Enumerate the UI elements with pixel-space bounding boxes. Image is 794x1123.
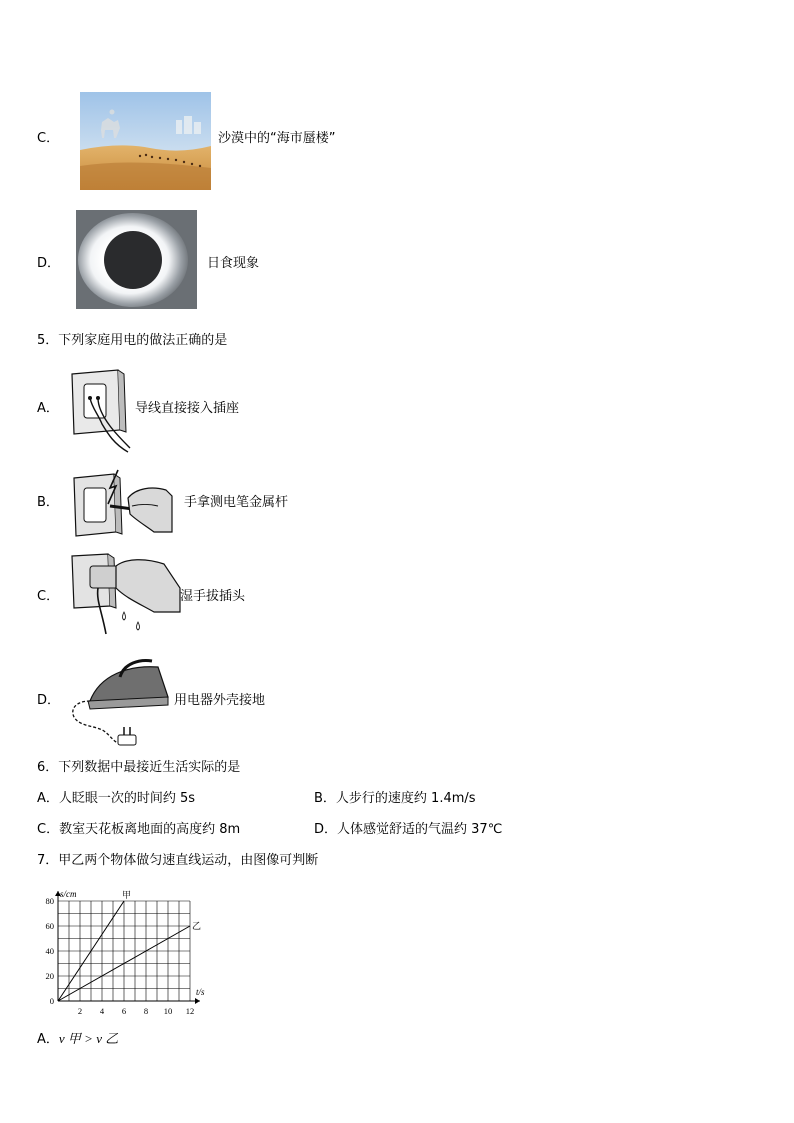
q5-option-c-letter: C． [37,589,60,604]
q5-option-d-caption: 用电器外壳接地 [174,693,266,708]
q4-option-c-letter: C． [37,131,60,146]
q6-option-a [37,791,195,807]
q6-option-b [314,791,476,807]
y-axis-label: s/cm [60,889,77,899]
q6-option-d [314,822,502,838]
x-tick-label: 2 [77,1006,83,1016]
q7-st-chart [34,884,214,1020]
x-axis-label: t/s [196,987,205,997]
q5-option-d-letter: D． [37,693,61,708]
q4-option-d-letter: D． [37,256,61,271]
q5-stem: 5．下列家庭用电的做法正确的是 [37,333,228,348]
y-tick-label: 20 [45,971,54,981]
q7-option-a-letter: A． [37,1032,59,1047]
hand-holding-test-pen-illustration [70,466,174,538]
q6-stem: 6．下列数据中最接近生活实际的是 [37,760,241,775]
x-tick-label: 4 [99,1006,105,1016]
y-tick-label: 60 [45,921,54,931]
solar-eclipse-photo [76,210,197,309]
q6-option-a-text: 人眨眼一次的时间约 5s [58,791,196,806]
grounded-iron-illustration [64,655,172,751]
q7-option-a [37,1031,118,1048]
q5-option-a-letter: A． [37,401,59,416]
q5-option-c-caption: 湿手拔插头 [180,589,246,604]
q6-option-a-letter: A． [37,791,59,806]
x-tick-label: 10 [163,1006,173,1016]
q6-option-c-text: 教室天花板离地面的高度约 8m [59,822,241,837]
q6-option-c-letter: C． [37,822,60,837]
q4-option-c-caption: 沙漠中的“海市蜃楼” [218,131,336,146]
q4-option-d-caption: 日食现象 [207,256,260,271]
x-axis-arrow [195,998,200,1004]
series-label-jia: 甲 [122,891,132,901]
y-tick-label: 80 [45,896,54,906]
st-chart-svg [34,884,214,1020]
q7-stem: 7．甲乙两个物体做匀速直线运动，由图像可判断 [37,853,319,868]
q6-option-c [37,822,240,838]
q6-option-b-text: 人步行的速度约 1.4m/s [335,791,476,806]
series-label-yi: 乙 [192,922,202,932]
q6-option-b-letter: B． [314,791,336,806]
q6-option-d-text: 人体感觉舒适的气温约 37℃ [337,822,503,837]
y-tick-label: 40 [45,946,54,956]
x-tick-label: 6 [121,1006,127,1016]
x-tick-label: 12 [185,1006,195,1016]
x-tick-label: 8 [143,1006,149,1016]
desert-mirage-photo [80,92,211,190]
q7-option-a-text: v 甲 > v 乙 [58,1031,119,1046]
y-tick-label: 0 [49,996,54,1006]
q5-option-b-caption: 手拿测电笔金属杆 [184,495,289,510]
wet-hand-unplugging-illustration [68,552,182,636]
q5-option-b-letter: B． [37,495,59,510]
q6-option-d-letter: D． [314,822,338,837]
q5-option-a-caption: 导线直接接入插座 [135,401,240,416]
wires-into-socket-illustration [68,368,132,454]
